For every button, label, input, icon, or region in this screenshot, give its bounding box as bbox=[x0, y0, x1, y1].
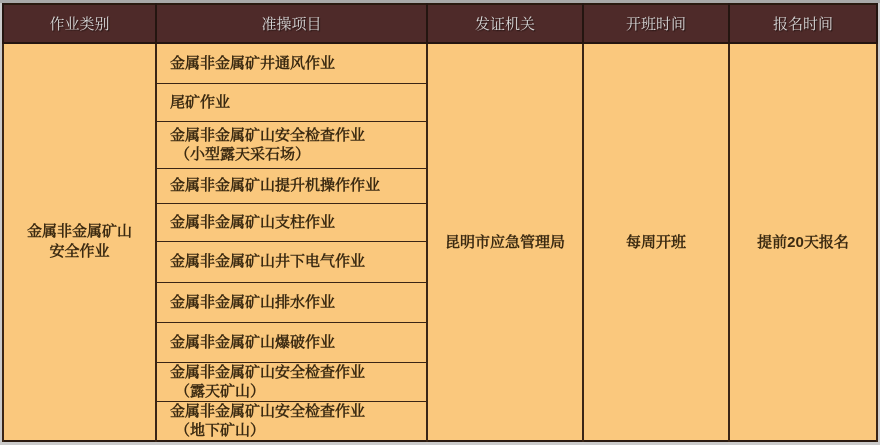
project-cell bbox=[156, 322, 427, 362]
project-text-line-2: （小型露天采石场） bbox=[175, 145, 311, 163]
project-text-line-2: （地下矿山） bbox=[175, 421, 266, 439]
col-header-class-start-time: 开班时间 bbox=[583, 4, 729, 43]
project-cell bbox=[156, 43, 427, 83]
project-cell bbox=[156, 362, 427, 401]
project-cell bbox=[156, 121, 427, 168]
authority-cell: 昆明市应急管理局 bbox=[427, 43, 583, 441]
project-text: 金属非金属矿山支柱作业 bbox=[170, 213, 336, 231]
operations-table bbox=[2, 3, 878, 442]
project-text: 尾矿作业 bbox=[170, 93, 231, 111]
project-text: 金属非金属矿山安全检查作业 bbox=[170, 363, 366, 381]
table-container bbox=[2, 3, 878, 442]
project-cell bbox=[156, 282, 427, 322]
job-category-line-2: 安全作业 bbox=[49, 242, 110, 260]
project-text: 金属非金属矿山安全检查作业 bbox=[170, 126, 366, 144]
project-text-line-2: （露天矿山） bbox=[175, 382, 266, 400]
table-row bbox=[3, 43, 877, 83]
job-category-cell bbox=[3, 43, 156, 441]
project-cell bbox=[156, 203, 427, 241]
job-category-line-1: 金属非金属矿山 bbox=[26, 222, 132, 240]
project-cell bbox=[156, 168, 427, 203]
schedule-cell: 每周开班 bbox=[583, 43, 729, 441]
project-cell bbox=[156, 83, 427, 121]
col-header-job-category: 作业类别 bbox=[3, 4, 156, 43]
project-text: 金属非金属矿山提升机操作作业 bbox=[170, 177, 381, 194]
col-header-registration-time: 报名时间 bbox=[729, 4, 877, 43]
project-text: 金属非金属矿山爆破作业 bbox=[170, 333, 336, 351]
project-text: 金属非金属矿井通风作业 bbox=[170, 54, 336, 72]
col-header-permitted-projects: 准操项目 bbox=[156, 4, 427, 43]
project-text: 金属非金属矿山安全检查作业 bbox=[170, 402, 366, 420]
project-text: 金属非金属矿山排水作业 bbox=[170, 293, 336, 311]
col-header-issuing-authority: 发证机关 bbox=[427, 4, 583, 43]
header-row bbox=[3, 4, 877, 43]
project-cell bbox=[156, 241, 427, 282]
project-text: 金属非金属矿山井下电气作业 bbox=[170, 253, 366, 270]
registration-cell: 提前20天报名 bbox=[729, 43, 877, 441]
project-cell bbox=[156, 401, 427, 441]
